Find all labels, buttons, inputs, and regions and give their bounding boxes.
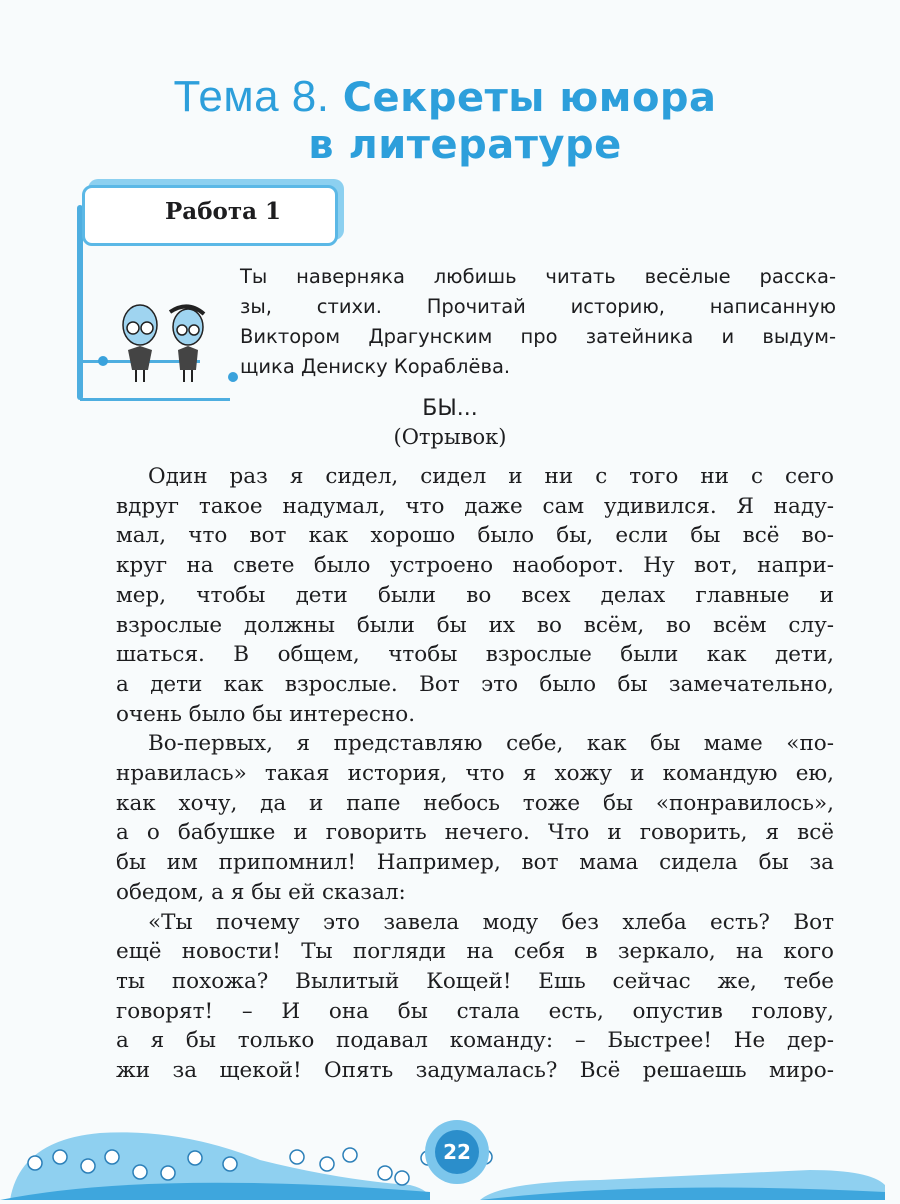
topic-title-line1: Секреты юмора [342,75,717,121]
topic-title [0,72,895,123]
story-line: говорят! – И она бы стала есть, опустив голову, [116,998,834,1024]
story-text [116,462,834,1086]
frame-dot [228,372,238,382]
story-line: ты похожа? Вылитый Кощей! Ешь сейчас же, тебе [116,968,834,994]
story-line: мал, что вот как хорошо было бы, если бы всё во- [116,523,834,549]
story-line: вдруг такое надумал, что даже сам удивился. Я наду- [116,493,834,519]
story-line: жи за щекой! Опять задумалась? Всё решаешь миро- [116,1058,834,1084]
children-illustration-icon [110,300,220,385]
instruction-line: Виктором Драгунским про затейника и выдум- [240,325,836,348]
story-line: «Ты почему это завела моду без хлеба есть? Вот [148,909,834,935]
frame-dot [98,356,108,366]
story-line: а дети как взрослые. Вот это было бы замечательно, [116,671,834,697]
instruction-line: Ты наверняка любишь читать весёлые расска- [240,265,836,288]
story-line: бы им припомнил! Например, вот мама сидела бы за [116,850,834,876]
story-line: круг на свете было устроено наоборот. Ну вот, напри- [116,553,834,579]
task-instructions [240,262,836,382]
page-number-badge [425,1120,489,1184]
story-title: БЫ... [422,396,478,421]
topic-number: Тема 8. [173,72,330,121]
topic-title-line2: в литературе [308,122,622,168]
story-line: как хочу, да и папе небось тоже бы «понравилось», [116,790,834,816]
instruction-line: зы, стихи. Прочитай историю, написанную [240,295,836,318]
task-label: Работа 1 [165,198,282,225]
story-line: Во-первых, я представляю себе, как бы маме «по- [148,731,834,757]
story-line: а о бабушке и говорить нечего. Что и говорить, я всё [116,820,834,846]
story-line: взрослые должны были бы их во всём, во всём слу- [116,612,834,638]
story-line: шаться. В общем, чтобы взрослые были как дети, [116,642,834,668]
story-line: Один раз я сидел, сидел и ни с того ни с сего [148,464,834,489]
story-subtitle: (Отрывок) [393,425,507,449]
story-line: ещё новости! Ты погляди на себя в зеркало, на кого [116,939,834,965]
story-line: мер, чтобы дети были во всех делах главные и [116,582,834,608]
story-line: а я бы только подавал команду: – Быстрее! Не дер- [116,1028,834,1054]
page-number: 22 [435,1130,479,1174]
story-line: обедом, а я бы ей сказал: [116,879,406,905]
instruction-line: щика Дениску Кораблёва. [240,355,511,378]
story-line: очень было бы интересно. [116,701,416,727]
story-line: нравилась» такая история, что я хожу и командую ею, [116,761,834,787]
